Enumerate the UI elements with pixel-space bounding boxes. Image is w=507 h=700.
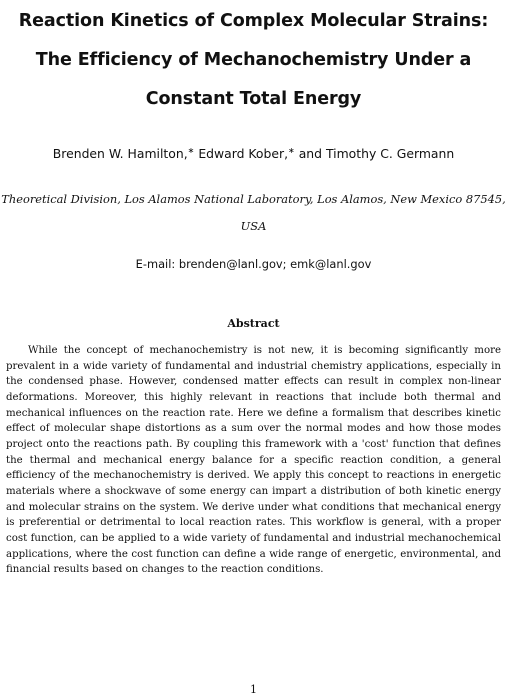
page-number: 1 <box>250 683 257 696</box>
author-name: Edward Kober, <box>198 146 289 161</box>
title-line-3: Constant Total Energy <box>145 89 362 109</box>
author-name: Timothy C. Germann <box>325 146 455 161</box>
paper-title <box>0 2 507 119</box>
corresponding-author-mark: ∗ <box>288 146 295 155</box>
contact-email: E-mail: brenden@lanl.gov; emk@lanl.gov <box>135 257 372 271</box>
affiliation: Theoretical Division, Los Alamos National Laboratory, Los Alamos, New Mexico 87545, USA <box>1 192 506 233</box>
author-list <box>0 146 507 161</box>
author-joiner: and <box>298 146 322 161</box>
abstract-heading: Abstract <box>227 317 280 330</box>
abstract-body: While the concept of mechanochemistry is not new, it is becoming significantly more prevalent in a wide variety of fundamental and industrial chemistry applications, especially in the condensed phase. However, condensed matter effects can result in complex non-linear deformations. Moreover, this highly relevant in reactions that include both thermal and mechanical influences on the reaction rate. Here we define a formalism that describes kinetic effect of molecular shape distortions as a sum over the normal modes and how those modes project onto the reactions path. By coupling this framework with a 'cost' function that defines the thermal and mechanical energy balance for a specific reaction condition, a general efficiency of the mechanochemistry is derived. We apply this concept to reactions in energetic materials where a shockwave of some energy can impart a distribution of both kinetic energy and molecular strains on the system. We derive under what conditions that mechanical energy is preferential or detrimental to local reaction rates. This workflow is general, with a proper cost function, can be applied to a wide variety of fundamental and industrial mechanochemical applications, where the cost function can define a wide range of energetic, environmental, and financial results based on changes to the reaction conditions. <box>6 345 501 576</box>
author-name: Brenden W. Hamilton, <box>52 146 188 161</box>
title-line-2: The Efficiency of Mechanochemistry Under a <box>35 50 472 70</box>
corresponding-author-mark: ∗ <box>187 146 195 155</box>
title-line-1: Reaction Kinetics of Complex Molecular Strains: <box>18 11 489 31</box>
